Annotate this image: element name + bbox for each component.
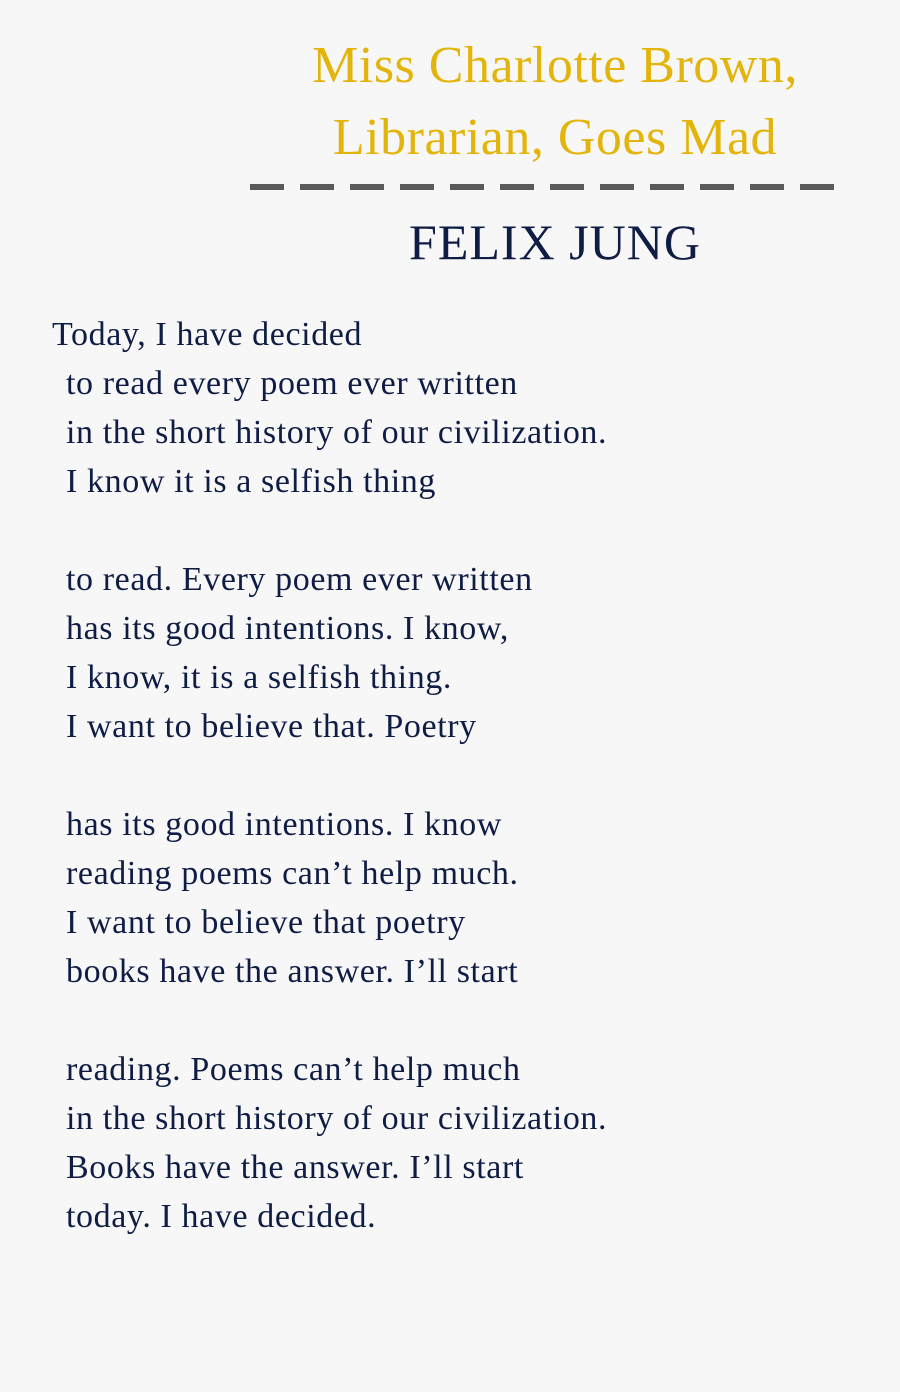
poem-body <box>52 310 872 1290</box>
poem-line: to read every poem ever written <box>66 365 518 402</box>
poem-line: to read. Every poem ever written <box>66 561 533 598</box>
poem-line: I know it is a selfish thing <box>66 463 436 500</box>
stanza-3 <box>52 800 872 996</box>
dashed-divider <box>250 184 850 190</box>
poem-line: has its good intentions. I know <box>66 806 503 843</box>
stanza-4 <box>52 1045 872 1241</box>
poem-line: Books have the answer. I’ll start <box>66 1149 524 1186</box>
poem-line: today. I have decided. <box>66 1198 377 1235</box>
author-name: FELIX JUNG <box>409 214 701 270</box>
poem-line: in the short history of our civilization. <box>66 414 608 451</box>
poem-line: reading poems can’t help much. <box>66 855 519 892</box>
poem-line: Today, I have decided <box>52 316 363 353</box>
poem-line: I know, it is a selfish thing. <box>66 659 452 696</box>
poem-line: I want to believe that. Poetry <box>66 708 477 745</box>
poem-line: has its good intentions. I know, <box>66 610 509 647</box>
poem-line: reading. Poems can’t help much <box>66 1051 521 1088</box>
poem-line: in the short history of our civilization. <box>66 1100 608 1137</box>
stanza-1 <box>52 310 872 506</box>
poem-line: I want to believe that poetry <box>66 904 466 941</box>
title-line-1: Miss Charlotte Brown, <box>312 37 798 94</box>
poem-title <box>250 30 860 174</box>
poem-line: books have the answer. I’ll start <box>66 953 519 990</box>
stanza-2 <box>52 555 872 751</box>
title-line-2: Librarian, Goes Mad <box>332 109 778 166</box>
